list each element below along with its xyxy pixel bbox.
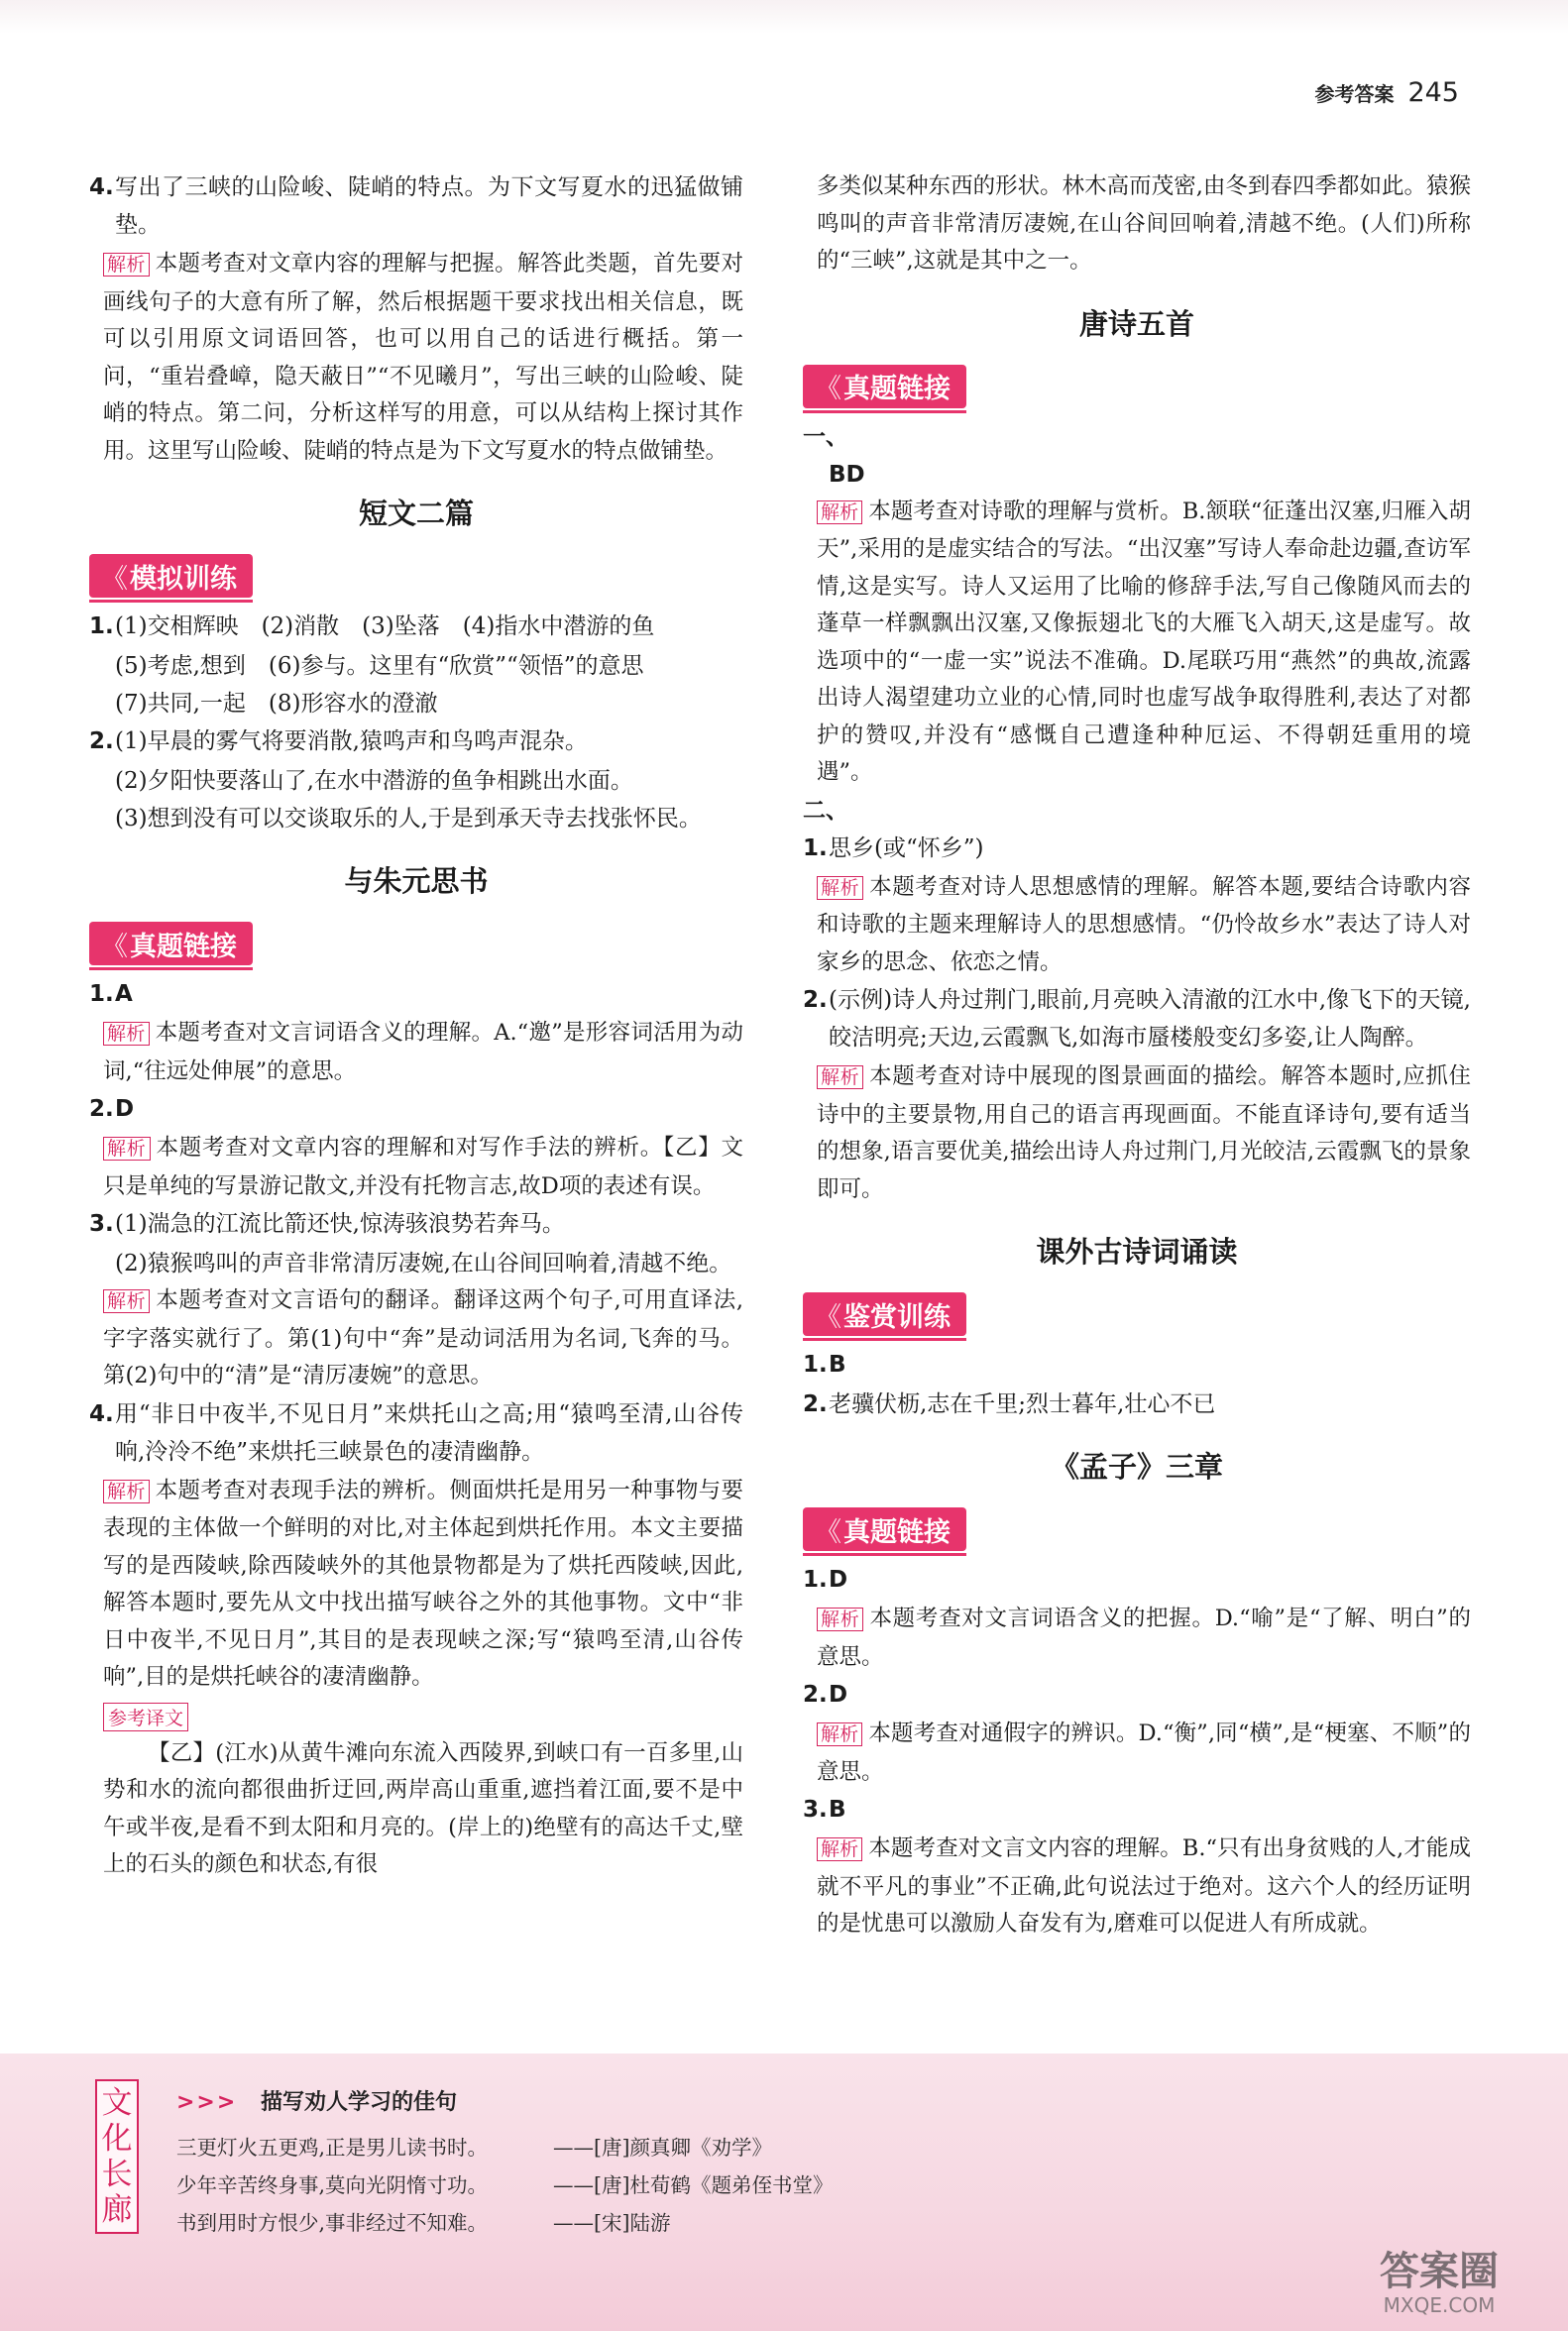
question-number: 1.	[803, 1567, 828, 1593]
analysis-block	[89, 1473, 743, 1697]
section-badge: 《 真题链接	[803, 365, 966, 408]
quote-source: ——[唐]颜真卿《劝学》	[553, 2136, 772, 2160]
question-number: 1.	[803, 1352, 828, 1378]
question-item	[89, 975, 743, 1013]
analysis-block	[89, 1130, 743, 1205]
footer-heading-text: 描写劝人学习的佳句	[260, 2090, 457, 2115]
analysis-text: 本题考查对文言语句的翻译。翻译这两个句子,可用直译法,字字落实就行了。第(1)句中“奔”是动词活用为名词,飞奔的马。第(2)句中的“清”是“清厉凄婉”的意思。	[103, 1287, 743, 1388]
choice-answer: BD	[829, 461, 865, 488]
question-item	[89, 1205, 743, 1243]
question-item	[89, 168, 743, 244]
answer-line: (1)湍急的江流比箭还快,惊涛骇浪势若奔马。	[115, 1211, 565, 1237]
answer-line: (7)共同,一起 (8)形容水的澄澈	[115, 691, 438, 717]
header-label: 参考答案	[1314, 82, 1395, 106]
choice-answer: B	[829, 1797, 846, 1823]
right-column	[803, 168, 1471, 1943]
section-badge: 《 模拟训练	[89, 554, 253, 598]
analysis-tag: 解析	[103, 253, 150, 277]
part-label: 二、	[803, 797, 848, 824]
question-number: 1.	[803, 834, 828, 861]
question-item	[89, 1090, 743, 1128]
question-item	[89, 608, 743, 645]
top-band	[0, 0, 1568, 34]
quote-text: 三更灯火五更鸡,正是男儿读书时。	[176, 2136, 489, 2160]
answer-text: (示例)诗人舟过荆门,眼前,月亮映入清澈的江水中,像飞下的天镜,皎洁明亮;天边,云霞飘飞,如海市蜃楼般变幻多姿,让人陶醉。	[829, 987, 1471, 1051]
answer-line: (1)早晨的雾气将要消散,猿鸣声和鸟鸣声混杂。	[115, 728, 588, 754]
question-item	[803, 1386, 1471, 1423]
analysis-text: 本题考查对文章内容的理解和对写作手法的辨析。【乙】文只是单纯的写景游记散文,并没有托物言志,故D项的表述有误。	[103, 1135, 743, 1199]
section-title: 《孟子》三章	[1050, 1450, 1223, 1484]
quote-source: ——[唐]杜荀鹤《题弟侄书堂》	[553, 2173, 834, 2197]
answer-line: (1)交相辉映 (2)消散 (3)坠落 (4)指水中潜游的鱼	[115, 613, 655, 639]
analysis-text: 本题考查对文章内容的理解与把握。解答此类题，首先要对画线句子的大意有所了解，然后根据题干要求找出相关信息，既可以引用原文词语回答，也可以用自己的话进行概括。第一问，“重岩叠嶂，隐天蔽日”“不见曦月”，写出三峡的山险峻、陡峭的特点。第二问，分析这样写的用意，可以从结构上探讨其作用。这里写山险峻、陡峭的特点是为下文写夏水的特点做铺垫。	[103, 251, 743, 464]
question-item	[803, 1791, 1471, 1829]
answer-line: (2)夕阳快要落山了,在水中潜游的鱼争相跳出水面。	[115, 768, 633, 794]
analysis-tag: 解析	[817, 1722, 862, 1746]
quote-text: 书到用时方恨少,事非经过不知难。	[176, 2211, 489, 2235]
question-number: 1.	[89, 981, 114, 1007]
section-badge: 《 真题链接	[803, 1507, 966, 1551]
analysis-tag: 解析	[817, 1837, 862, 1861]
question-number: 2.	[89, 1096, 114, 1122]
analysis-tag: 解析	[103, 1137, 151, 1161]
choice-answer: D	[115, 1096, 135, 1122]
section-badge: 《 真题链接	[89, 922, 253, 965]
answer-text: 思乡(或“怀乡”)	[829, 834, 984, 861]
choice-answer: D	[829, 1682, 848, 1708]
analysis-tag: 解析	[817, 500, 862, 524]
question-item	[803, 830, 1471, 867]
section-title: 与朱元思书	[344, 864, 489, 898]
arrows-icon: >>>	[176, 2090, 238, 2115]
analysis-block	[89, 1282, 743, 1395]
section-title: 课外古诗词诵读	[1036, 1235, 1238, 1269]
quote-line	[176, 2168, 834, 2198]
page-header	[1314, 77, 1459, 108]
analysis-block	[803, 869, 1471, 982]
analysis-block	[803, 1601, 1471, 1676]
section-title: 短文二篇	[358, 497, 474, 530]
analysis-block	[803, 1716, 1471, 1791]
answer-text: 用“非日中夜半,不见日月”来烘托山之高;用“猿鸣至清,山谷传响,泠泠不绝”来烘托三峡景色的凄清幽静。	[115, 1400, 743, 1465]
question-number: 1.	[89, 613, 114, 639]
culture-corridor-label: 文化长廊	[95, 2079, 139, 2234]
analysis-tag: 解析	[817, 876, 863, 900]
translation-text: 【乙】(江水)从黄牛滩向东流入西陵界,到峡口有一百多里,山势和水的流向都很曲折迂回,两岸高山重重,遮挡着江面,要不是中午或半夜,是看不到太阳和月亮的。(岸上的)绝壁有的高达千丈,壁上的石头的颜色和状态,有很	[103, 1739, 743, 1877]
question-number: 2.	[803, 987, 828, 1013]
footer-heading	[176, 2085, 457, 2116]
answer-text: 写出了三峡的山险峻、陡峭的特点。为下文写夏水的迅猛做铺垫。	[115, 174, 743, 238]
analysis-tag: 解析	[817, 1065, 863, 1089]
analysis-block	[89, 1015, 743, 1090]
analysis-text: 本题考查对表现手法的辨析。侧面烘托是用另一种事物与要表现的主体做一个鲜明的对比,对主体起到烘托作用。本文主要描写的是西陵峡,除西陵峡外的其他景物都是为了烘托西陵峡,因此,解答本题时,要先从文中找出描写峡谷之外的其他事物。文中“非日中夜半,不见日月”,其目的是表现峡之深;写“猿鸣至清,山谷传响”,目的是烘托峡谷的凄清幽静。	[103, 1477, 743, 1690]
page-number: 245	[1407, 77, 1459, 108]
question-item	[803, 1561, 1471, 1599]
analysis-tag: 解析	[103, 1289, 150, 1313]
analysis-tag: 解析	[103, 1480, 150, 1503]
answer-text: 老骥伏枥,志在千里;烈士暮年,壮心不已	[829, 1391, 1216, 1417]
question-item	[803, 981, 1471, 1056]
answer-line: (3)想到没有可以交谈取乐的人,于是到承天寺去找张怀民。	[115, 806, 702, 832]
choice-answer: D	[829, 1567, 848, 1593]
analysis-text: 本题考查对诗人思想感情的理解。解答本题,要结合诗歌内容和诗歌的主题来理解诗人的思想感情。“仍怜故乡水”表达了诗人对家乡的思念、依恋之情。	[817, 873, 1471, 975]
analysis-text: 本题考查对文言词语含义的把握。D.“喻”是“了解、明白”的意思。	[817, 1606, 1471, 1670]
watermark	[1350, 2250, 1528, 2319]
choice-answer: A	[115, 981, 133, 1007]
question-number: 3.	[89, 1211, 114, 1237]
question-number: 2.	[803, 1391, 828, 1417]
part-label: 一、	[803, 423, 848, 450]
analysis-text: 本题考查对诗中展现的图景画面的描绘。解答本题时,应抓住诗中的主要景物,用自己的语言再现画面。不能直译诗句,要有适当的想象,语言要优美,描绘出诗人舟过荆门,月光皎洁,云霞飘飞的景象即可。	[817, 1063, 1471, 1202]
translation-tag: 参考译文	[103, 1703, 188, 1731]
section-badge: 《 鉴赏训练	[803, 1292, 966, 1336]
answer-line: (5)考虑,想到 (6)参与。这里有“欣赏”“领悟”的意思	[115, 653, 644, 679]
question-number: 2.	[89, 728, 114, 754]
left-column	[89, 168, 743, 1884]
question-number: 4.	[89, 1400, 114, 1427]
analysis-block	[803, 1831, 1471, 1943]
analysis-text: 本题考查对文言词语含义的理解。A.“邀”是形容词活用为动词,“往远处伸展”的意思。	[103, 1020, 743, 1084]
question-number: 3.	[803, 1797, 828, 1823]
choice-answer: B	[829, 1352, 846, 1378]
analysis-tag: 解析	[817, 1608, 863, 1631]
question-number: 2.	[803, 1682, 828, 1708]
answer-line: (2)猿猴鸣叫的声音非常清厉凄婉,在山谷间回响着,清越不绝。	[115, 1251, 732, 1276]
question-item	[803, 1676, 1471, 1714]
analysis-text: 本题考查对文言文内容的理解。B.“只有出身贫贱的人,才能成就不平凡的事业”不正确,此句说法过于绝对。这六个人的经历证明的是忧患可以激励人奋发有为,磨难可以促进人有所成就。	[817, 1835, 1471, 1937]
watermark-url: MXQE.COM	[1383, 2293, 1496, 2317]
quote-line	[176, 2206, 671, 2236]
question-number: 4.	[89, 174, 114, 200]
analysis-text: 本题考查对诗歌的理解与赏析。B.颔联“征蓬出汉塞,归雁入胡天”,采用的是虚实结合的写法。“出汉塞”写诗人奉命赴边疆,查访军情,这是实写。诗人又运用了比喻的修辞手法,写自己像随风而去的蓬草一样飘飘出汉塞,又像振翅北飞的大雁飞入胡天,这是虚写。故选项中的“一虚一实”说法不准确。D.尾联巧用“燕然”的典故,流露出诗人渴望建功立业的心情,同时也虚写战争取得胜利,表达了对都护的赞叹,并没有“感慨自己遭逢种种厄运、不得朝廷重用的境遇”。	[817, 498, 1471, 785]
quote-source: ——[宋]陆游	[553, 2211, 671, 2235]
analysis-tag: 解析	[103, 1022, 150, 1046]
section-title: 唐诗五首	[1078, 306, 1194, 341]
quote-text: 少年辛苦终身事,莫向光阴惰寸功。	[176, 2173, 489, 2197]
quote-line	[176, 2131, 772, 2161]
analysis-block	[803, 494, 1471, 792]
question-item	[803, 1346, 1471, 1384]
translation-continued: 多类似某种东西的形状。林木高而茂密,由冬到春四季都如此。猿猴鸣叫的声音非常清厉凄婉,在山谷间回响着,清越不绝。(人们)所称的“三峡”,这就是其中之一。	[817, 173, 1471, 274]
question-item	[89, 1395, 743, 1471]
analysis-block	[803, 1058, 1471, 1208]
analysis-block	[89, 246, 743, 470]
question-item	[89, 722, 743, 760]
watermark-logo: 答案圈	[1380, 2249, 1499, 2294]
analysis-text: 本题考查对通假字的辨识。D.“衡”,同“横”,是“梗塞、不顺”的意思。	[817, 1720, 1471, 1785]
